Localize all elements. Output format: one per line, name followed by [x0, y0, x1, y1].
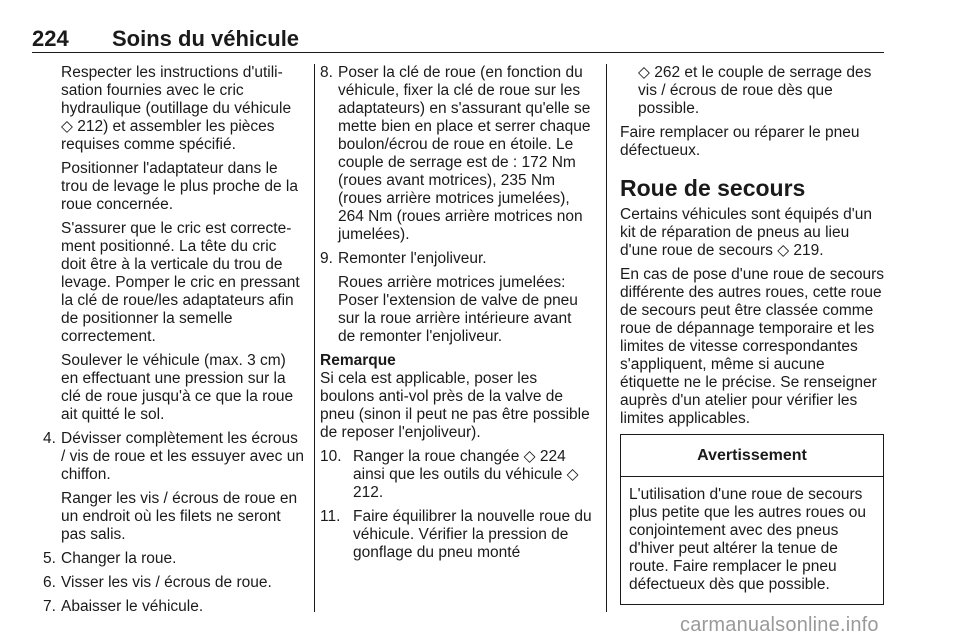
column-left: [43, 64, 305, 622]
column-divider-right: [606, 64, 607, 612]
step-text: Poser la clé de roue (en fonction du véhicule, fixer la clé de roue sur les adaptateurs) en s'assurant qu'elle se mette bien en place et serrer chaque boulon/écrou de roue en étoile. Le couple de serrage est de : 172 Nm (roues avant motrices), 235 Nm (roues arrière motrices jumelées), 264 Nm (roues arrière motrices non jumelées).: [338, 64, 591, 243]
step-text: Faire équilibrer la nouvelle roue du véhicule. Vérifier la pression de gonflage du pneu monté: [353, 508, 592, 561]
header-rule: [32, 52, 884, 53]
step-number: 7.: [43, 598, 56, 615]
column-middle: [320, 64, 592, 568]
note-text: Si cela est applicable, poser les boulons anti-vol près de la valve de pneu (sinon il peut ne pas être possible de reposer l'enjoliveur).: [320, 370, 590, 441]
step-number: 5.: [43, 550, 56, 567]
step-9: [320, 250, 592, 268]
step-text: Remonter l'enjoliveur.: [338, 250, 487, 267]
note-title: Remarque: [320, 352, 396, 369]
step-7: [43, 598, 305, 616]
step-11: [320, 508, 592, 562]
step-text: Abaisser le véhicule.: [61, 598, 204, 615]
page-title: Soins du véhicule: [112, 26, 300, 51]
step-4: [43, 430, 305, 484]
step-number: 6.: [43, 574, 56, 591]
step-text: Dévisser complètement les écrous / vis de roue et les essuyer avec un chiffon.: [61, 430, 304, 483]
step-6: [43, 574, 305, 592]
step-text: Visser les vis / écrous de roue.: [61, 574, 272, 591]
paragraph-spare-kit: Certains véhicules sont équipés d'un kit de réparation de pneus au lieu d'une roue de secours ◇ 219.: [620, 206, 872, 259]
column-divider-left: [314, 64, 315, 612]
warning-box: [620, 434, 884, 605]
step-number: 4.: [43, 430, 56, 447]
paragraph-spare-limits: En cas de pose d'une roue de secours différente des autres roues, cette roue de secours peut être classée comme roue de dépannage temporaire et les limites de vitesse correspondantes s'appliquent, même si aucune étiquette ne le précise. Se renseigner auprès d'un atelier pour vérifier les limites applicables.: [620, 266, 885, 427]
paragraph-raise-vehicle: Soulever le véhicule (max. 3 cm) en effectuant une pression sur la clé de roue jusqu'à ce que la roue ait quitté le sol.: [61, 352, 294, 423]
step-number: 8.: [320, 64, 333, 81]
step-text: Changer la roue.: [61, 550, 177, 567]
warning-text: L'utilisation d'une roue de secours plus petite que les autres roues ou conjointement avec des pneus d'hiver peut altérer la tenue de route. Faire remplacer le pneu défectueux dès que possible.: [629, 486, 866, 593]
page-number: 224: [32, 26, 69, 51]
step-11-continuation: ◇ 262 et le couple de serrage des vis / écrous de roue dès que possible.: [638, 64, 872, 117]
section-title-spare-wheel: Roue de secours: [620, 175, 806, 201]
step-text: Ranger la roue changée ◇ 224 ainsi que les outils du véhicule ◇ 212.: [353, 448, 579, 501]
step-number: 11.: [320, 508, 341, 525]
watermark: carmanualsonline.info: [680, 614, 879, 636]
step-5: [43, 550, 305, 568]
column-right: [620, 64, 886, 605]
step-10: [320, 448, 592, 502]
paragraph-replace-tyre: Faire remplacer ou réparer le pneu défectueux.: [620, 124, 860, 159]
step-8: [320, 64, 592, 244]
step-number: 10.: [320, 448, 342, 465]
warning-title: Avertissement: [621, 435, 883, 477]
paragraph-jack-instructions: Respecter les instructions d'utilisation fournies avec le cric hydraulique (outillage du véhicule ◇ 212) et assembler les pièces requises comme spécifié.: [61, 64, 292, 153]
step-4-subtext: Ranger les vis / écrous de roue en un endroit où les filets ne seront pas salis.: [61, 490, 298, 543]
step-number: 9.: [320, 250, 333, 267]
step-9-subtext: Roues arrière motrices jumelées: Poser l'extension de valve de pneu sur la roue arrière intérieure avant de remonter l'enjoliveur.: [338, 274, 578, 345]
page-header: [32, 26, 884, 52]
paragraph-adapter-position: Positionner l'adaptateur dans le trou de levage le plus proche de la roue concernée.: [61, 160, 298, 213]
paragraph-jack-check: S'assurer que le cric est correctement positionné. La tête du cric doit être à la verticale du trou de levage. Pomper le cric en pressant la clé de roue/les adaptateurs afin de positionner la semelle correctement.: [61, 220, 300, 345]
